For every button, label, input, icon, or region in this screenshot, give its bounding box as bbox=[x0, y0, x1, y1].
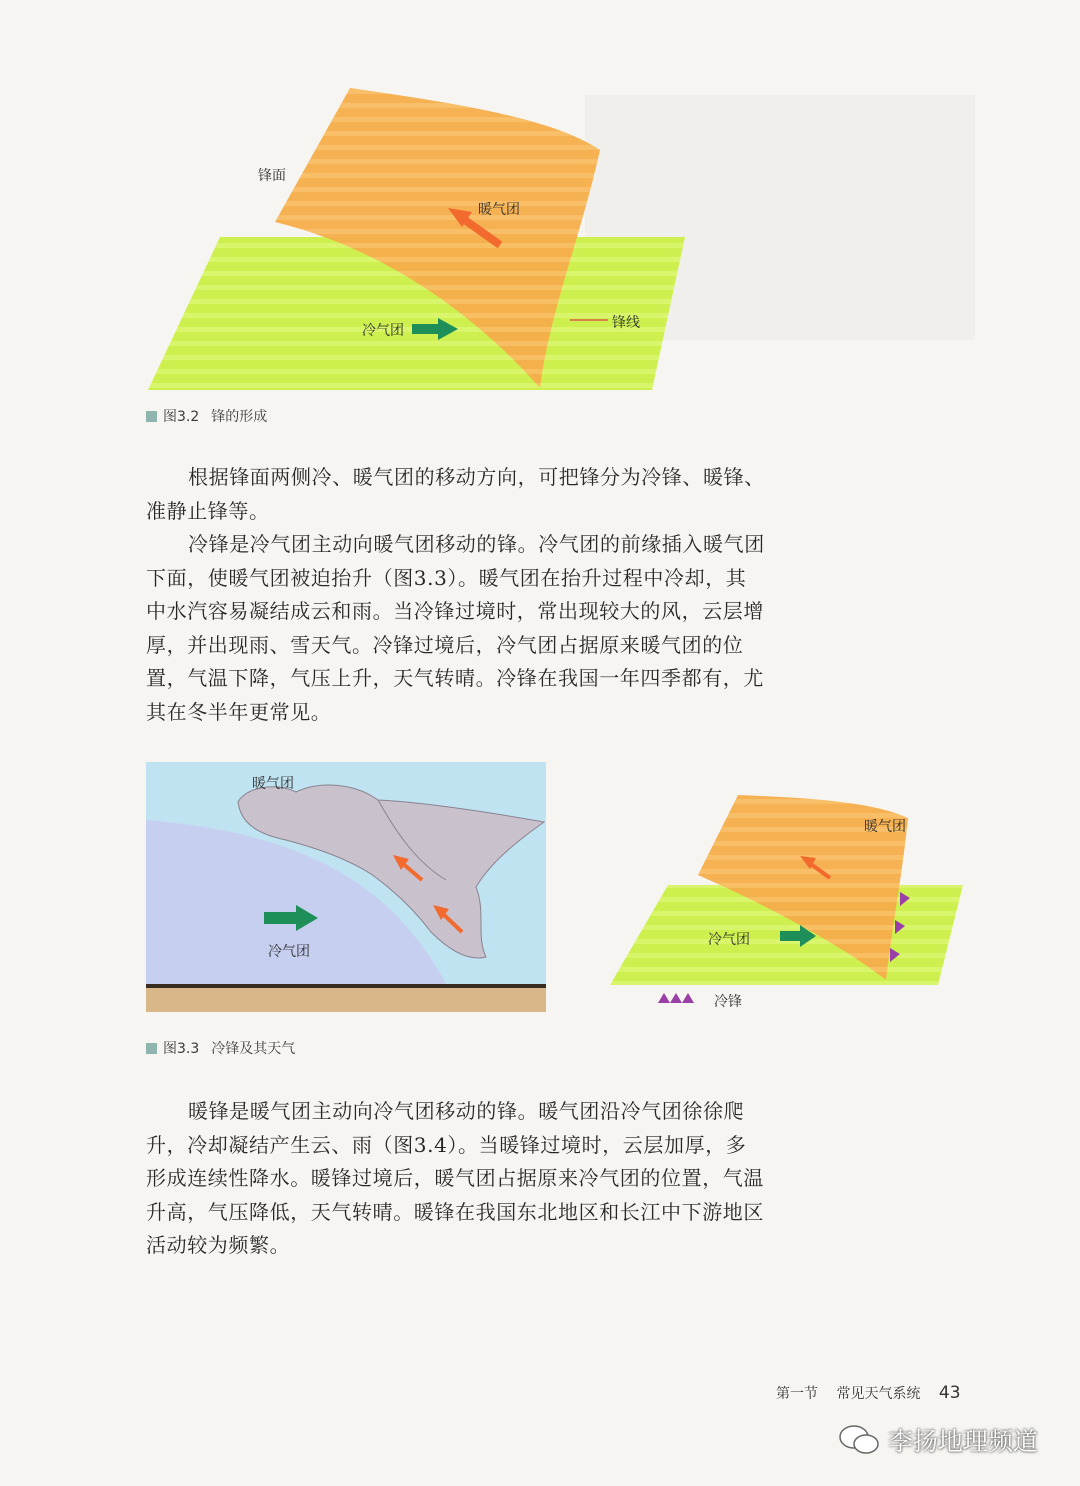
figure-3-3-3d bbox=[608, 790, 968, 1010]
label-warm-mass-3-2: 暖气团 bbox=[478, 202, 520, 218]
legend-cold-front: 冷锋 bbox=[714, 994, 742, 1010]
paragraph-3 bbox=[146, 1095, 766, 1263]
label-warm-mass-3-3: 暖气团 bbox=[252, 776, 294, 792]
watermark-text: 李扬地理频道 bbox=[888, 1427, 1039, 1456]
caption-number: 图3.2 bbox=[163, 409, 200, 425]
caption-marker bbox=[146, 1043, 157, 1054]
paragraph-1-text: 根据锋面两侧冷、暖气团的移动方向，可把锋分为冷锋、暖锋、准静止锋等。 bbox=[146, 465, 765, 523]
ground bbox=[146, 988, 546, 1012]
page-footer bbox=[776, 1383, 961, 1403]
caption-title: 锋的形成 bbox=[211, 409, 268, 425]
label-warm-mass-3d: 暖气团 bbox=[864, 819, 906, 835]
caption-marker bbox=[146, 411, 157, 422]
paragraph-2-text: 冷锋是冷气团主动向暖气团移动的锋。冷气团的前缘插入暖气团下面，使暖气团被迫抬升（图3.3）。暖气团在抬升过程中冷却，其中水汽容易凝结成云和雨。当冷锋过境时，常出现较大的风，云层增厚，并出现雨、雪天气。冷锋过境后，冷气团占据原来暖气团的位置，气温下降，气压上升，天气转晴。冷锋在我国一年四季都有，尤其在冬半年更常见。 bbox=[146, 532, 765, 724]
paragraph-2 bbox=[146, 528, 766, 729]
cold-air-arrow bbox=[412, 324, 440, 334]
footer-title: 常见天气系统 bbox=[836, 1386, 921, 1402]
cold-air-arrow bbox=[780, 931, 802, 941]
cold-air-arrow bbox=[264, 912, 298, 924]
legend-mark-3 bbox=[682, 993, 694, 1003]
legend-mark-1 bbox=[658, 993, 670, 1003]
label-front-line: 锋线 bbox=[612, 315, 640, 331]
caption-number: 图3.3 bbox=[163, 1041, 200, 1057]
footer-section: 第一节 bbox=[776, 1386, 818, 1402]
chat-bubble-icon bbox=[838, 1423, 880, 1457]
label-cold-mass-3d: 冷气团 bbox=[708, 932, 750, 948]
label-front-surface: 锋面 bbox=[258, 168, 286, 184]
figure-3-2-caption bbox=[146, 406, 267, 426]
figure-3-3-cross-section bbox=[146, 762, 546, 1012]
caption-title: 冷锋及其天气 bbox=[211, 1041, 296, 1057]
label-cold-mass-3-3: 冷气团 bbox=[268, 944, 310, 960]
label-cold-mass-3-2: 冷气团 bbox=[362, 323, 404, 339]
page-number: 43 bbox=[938, 1383, 961, 1403]
ground-line bbox=[146, 984, 546, 988]
paragraph-1 bbox=[146, 461, 766, 528]
figure-3-3-caption bbox=[146, 1038, 295, 1058]
figure-3-2 bbox=[140, 80, 700, 400]
watermark bbox=[838, 1422, 1038, 1458]
paragraph-3-text: 暖锋是暖气团主动向冷气团移动的锋。暖气团沿冷气团徐徐爬升，冷却凝结产生云、雨（图3.4）。当暖锋过境时，云层加厚，多形成连续性降水。暖锋过境后，暖气团占据原来冷气团的位置，气温升高，气压降低，天气转晴。暖锋在我国东北地区和长江中下游地区活动较为频繁。 bbox=[146, 1099, 764, 1257]
legend-mark-2 bbox=[670, 993, 682, 1003]
